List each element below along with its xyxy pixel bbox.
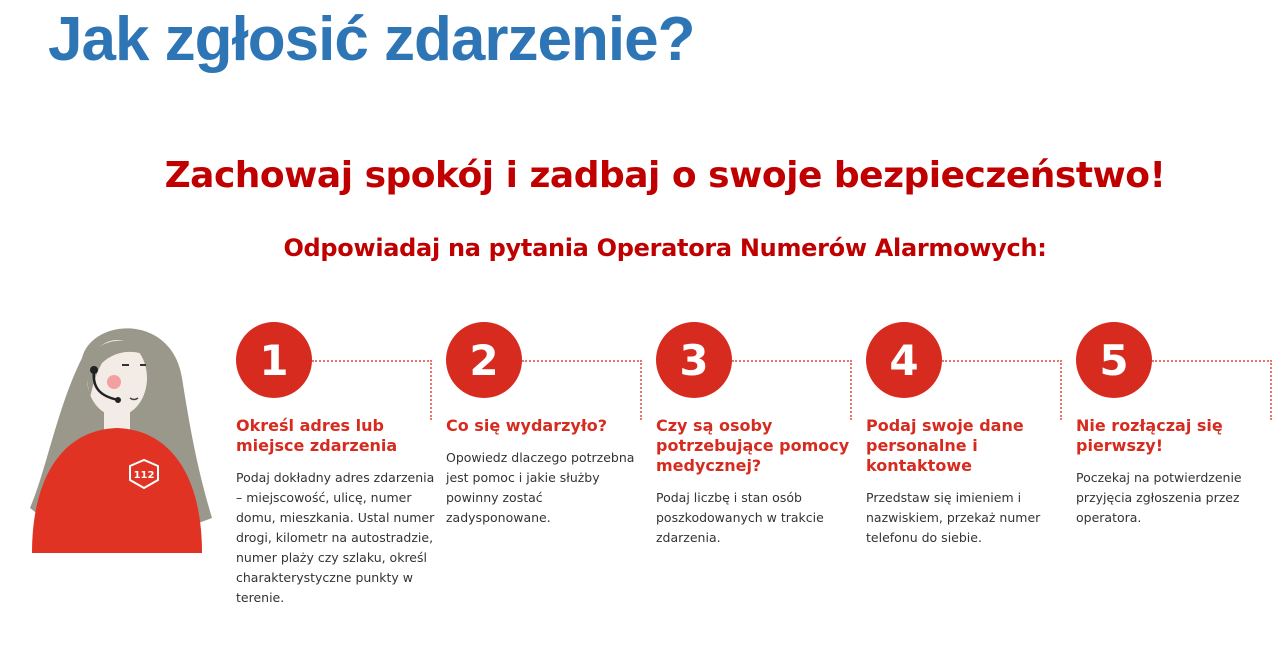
step-description: Podaj dokładny adres zdarzenia – miejscowość, ulicę, numer domu, mieszkania. Ustal numer drogi, kilometr na autostradzie, numer plaży czy szlaku, określ charakterystyczne punkty w terenie. xyxy=(236,470,435,605)
step-description: Przedstaw się imieniem i nazwiskiem, przekaż numer telefonu do siebie. xyxy=(866,490,1041,545)
step-connector xyxy=(732,360,852,420)
operator-illustration xyxy=(22,318,222,558)
step-1 xyxy=(236,322,441,608)
step-title: Podaj swoje dane personalne i kontaktowe xyxy=(866,416,1024,475)
step-4 xyxy=(866,322,1071,548)
step-number-badge: 1 xyxy=(236,322,312,398)
step-connector xyxy=(522,360,642,420)
step-description: Podaj liczbę i stan osób poszkodowanych w trakcie zdarzenia. xyxy=(656,490,824,545)
step-2 xyxy=(446,322,651,528)
badge-112-label: 112 xyxy=(133,470,155,481)
step-number-badge: 5 xyxy=(1076,322,1152,398)
step-number-badge: 4 xyxy=(866,322,942,398)
step-5 xyxy=(1076,322,1281,528)
step-title: Nie rozłączaj się pierwszy! xyxy=(1076,416,1223,455)
step-title: Co się wydarzyło? xyxy=(446,416,608,435)
step-title: Czy są osoby potrzebujące pomocy medycznej? xyxy=(656,416,850,475)
step-connector xyxy=(942,360,1062,420)
step-number-badge: 2 xyxy=(446,322,522,398)
step-description: Poczekaj na potwierdzenie przyjęcia zgłoszenia przez operatora. xyxy=(1076,470,1242,525)
subheadline: Odpowiadaj na pytania Operatora Numerów Alarmowych: xyxy=(283,234,1047,262)
step-connector xyxy=(1152,360,1272,420)
page-title: Jak zgłosić zdarzenie? xyxy=(48,5,695,74)
headline: Zachowaj spokój i zadbaj o swoje bezpieczeństwo! xyxy=(164,155,1166,196)
step-3 xyxy=(656,322,861,548)
step-connector xyxy=(312,360,432,420)
step-title: Określ adres lub miejsce zdarzenia xyxy=(236,416,398,455)
step-description: Opowiedz dlaczego potrzebna jest pomoc i jakie służby powinny zostać zadysponowane. xyxy=(446,450,635,525)
step-number-badge: 3 xyxy=(656,322,732,398)
